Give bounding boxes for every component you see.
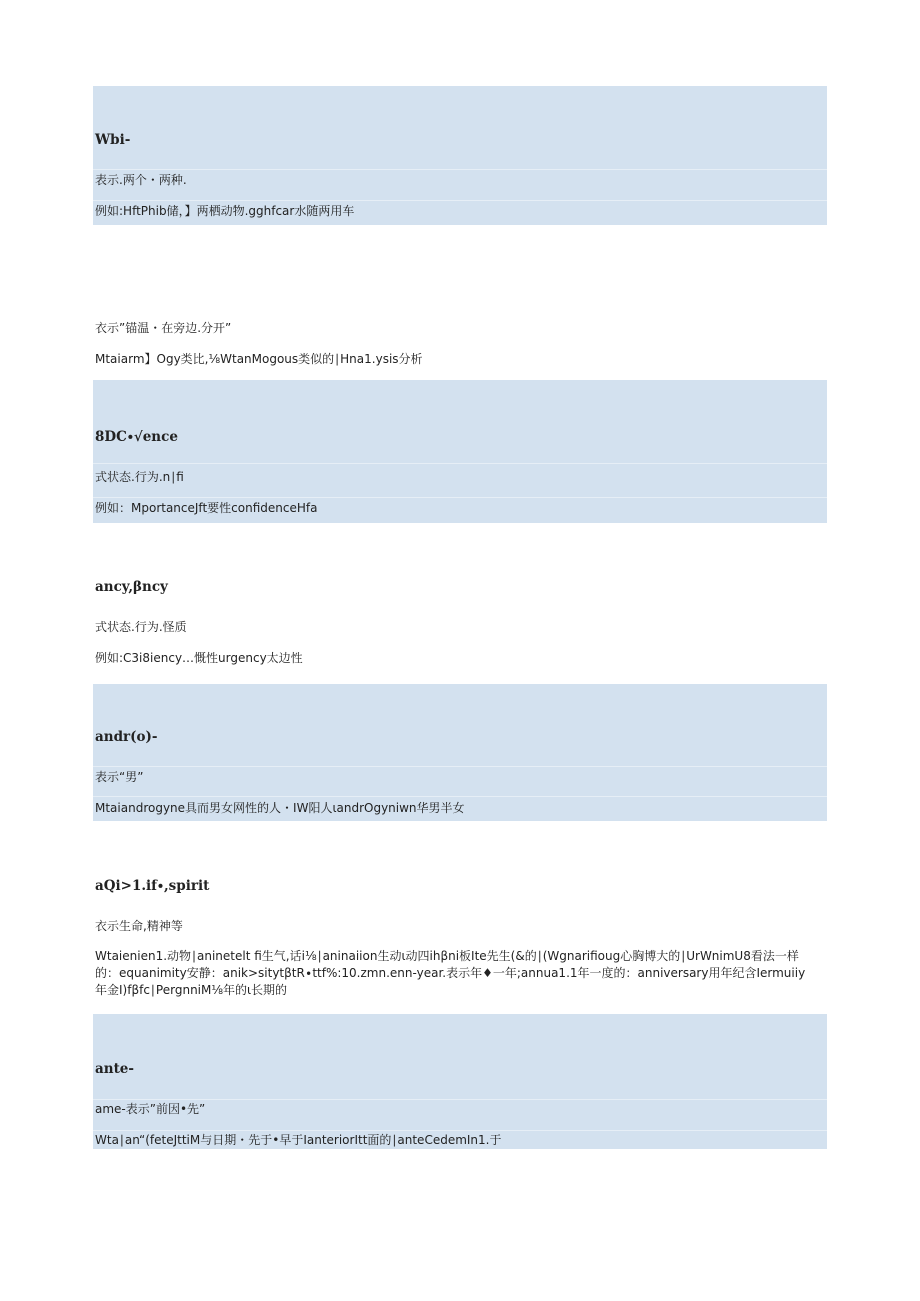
- band-divider: [93, 463, 827, 464]
- entry-heading: andr(o)-: [95, 729, 158, 745]
- entry-heading: ante-: [95, 1061, 134, 1077]
- entry-meaning: 表示.两个・两种.: [95, 173, 187, 187]
- entry-heading: aQi>1.if∙,spirit: [95, 878, 210, 894]
- entry-meaning: 表示“男”: [95, 770, 144, 784]
- entry-example: 例如：MportanceJft要性confidenceHfa: [95, 501, 318, 515]
- band-divider: [93, 1130, 827, 1131]
- band-divider: [93, 200, 827, 201]
- entry-example: Wta∣an“(feteJttiM与日期・先于•早于IanteriorItt面的∣anteCedemIn1.于: [95, 1133, 502, 1147]
- entry-example: Mtaiandrogyne具而男女网性的人・IW阳人ιandrOgyniwn华男半女: [95, 801, 465, 815]
- entry-example: Mtaiarm】Ogy类比,⅛WtanMogous类似的∣Hna1.ysis分析: [95, 352, 423, 366]
- band-divider: [93, 169, 827, 170]
- entry-meaning: 式状态.行为.怪质: [95, 620, 187, 634]
- entry-example: 例如:HftPhib储，】两栖动物.gghfcar水随两用车: [95, 204, 355, 218]
- entry-meaning: ame-表示”前因•先”: [95, 1102, 206, 1116]
- entry-band-7: [93, 1014, 827, 1149]
- entry-meaning: 衣示”锚温・在旁边.分开”: [95, 321, 232, 335]
- entry-heading: ancy,βncy: [95, 579, 168, 595]
- band-divider: [93, 497, 827, 498]
- entry-heading: 8DC∙√ence: [95, 429, 178, 445]
- entry-example: 例如:C3i8iency…慨性urgency太边性: [95, 651, 303, 665]
- entry-meaning: 式状态.行为.n∣fi: [95, 470, 184, 484]
- entry-example-paragraph: Wtaienien1.动物∣aninetelt fi生气,话i⅛∣aninaiion生动ι动四ihβni板Ite先生(&的∣(Wgnarifioug心胸博大的∣UrWnimU8看法一样的：equanimity安静：anik>sitytβtR∙ttf%:10.zmn.enn-year.表示年♦一年;annua1.1年一度的：anniversary用年纪含Iermuiiy年金I)fβfc∣PergnniM⅛年的ι长期的: [95, 949, 806, 997]
- band-divider: [93, 766, 827, 767]
- band-divider: [93, 1099, 827, 1100]
- band-divider: [93, 796, 827, 797]
- entry-heading: Wbi-: [95, 132, 131, 148]
- entry-meaning: 衣示生命,精神等: [95, 919, 183, 933]
